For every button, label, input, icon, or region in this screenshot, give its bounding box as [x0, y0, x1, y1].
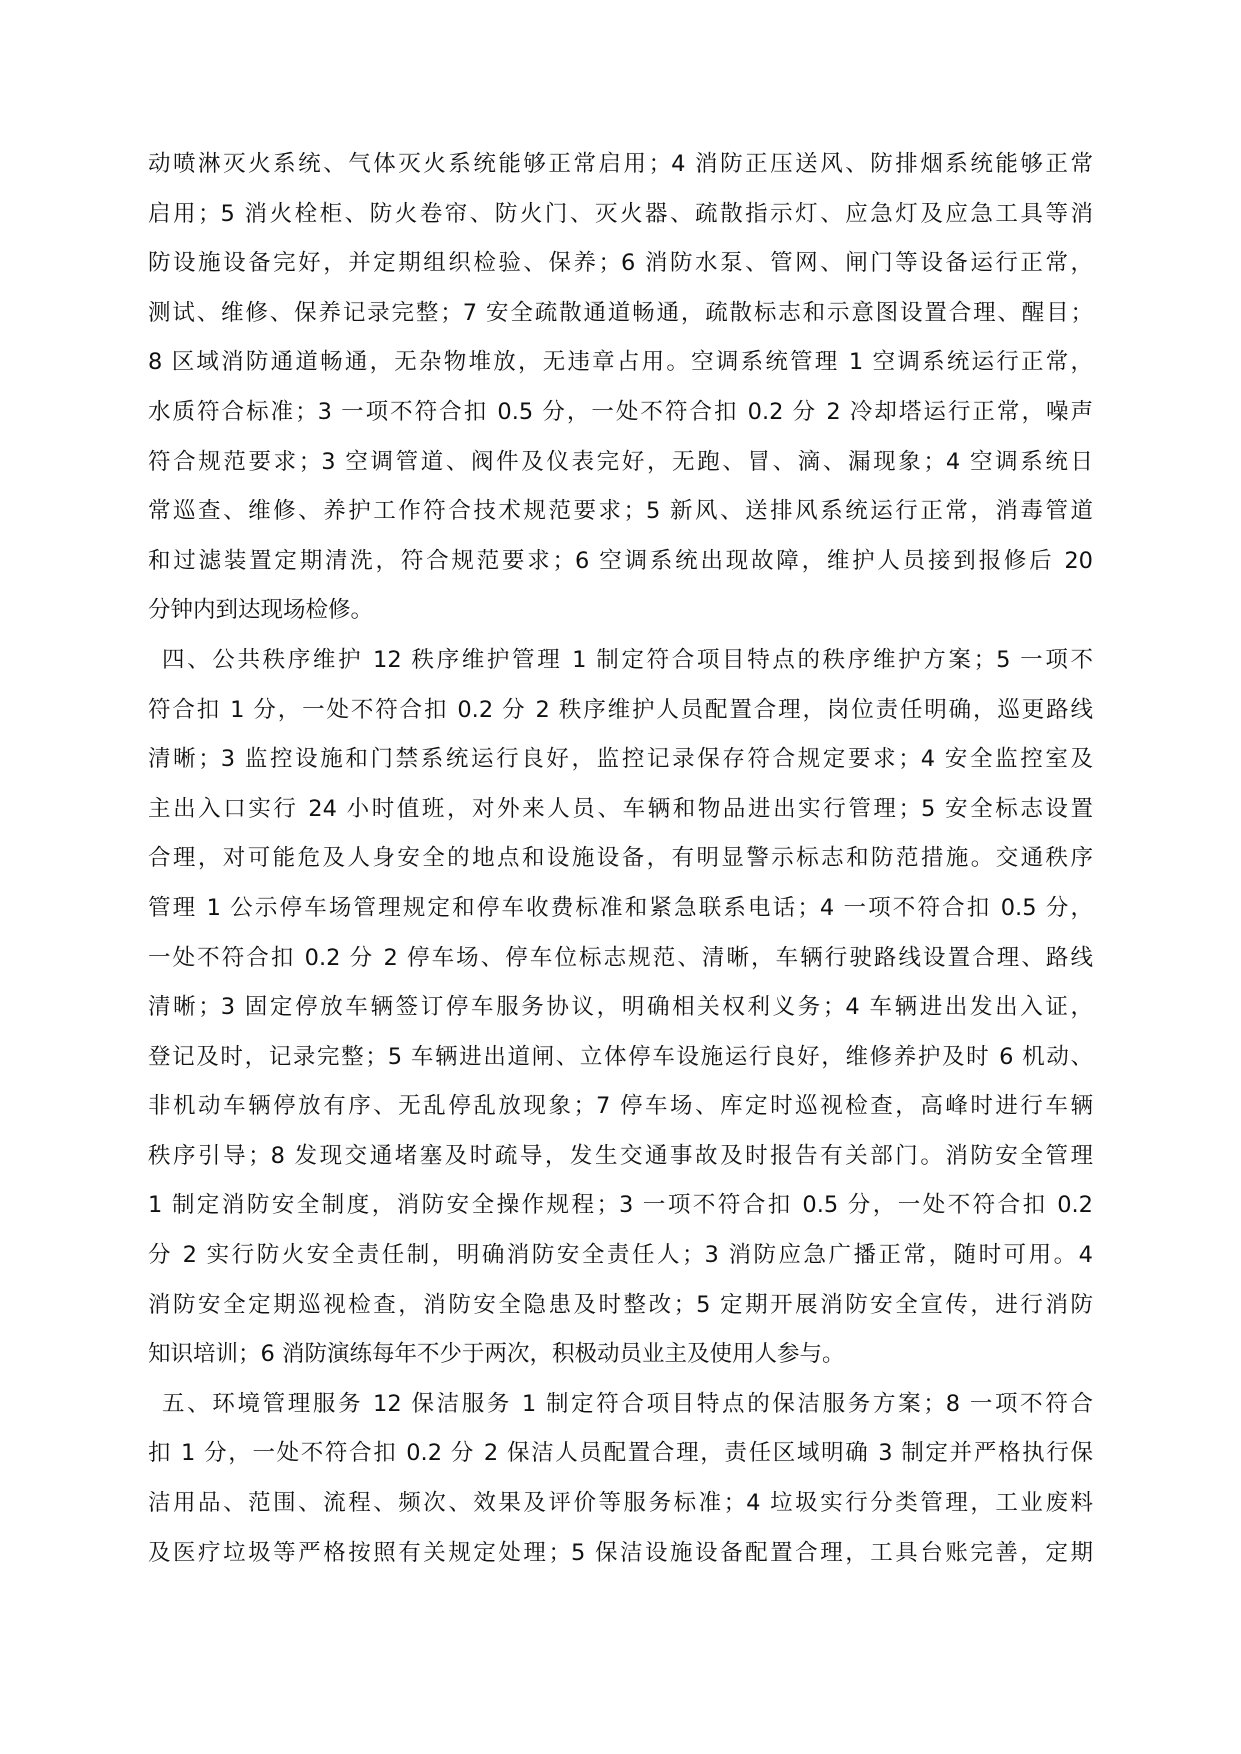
text-line: 和过滤装置定期清洗，符合规范要求；6 空调系统出现故障，维护人员接到报修后 20	[148, 547, 1093, 574]
text-line: 及医疗垃圾等严格按照有关规定处理；5 保洁设施设备配置合理，工具台账完善，定期	[148, 1539, 1093, 1566]
text-line: 主出入口实行 24 小时值班，对外来人员、车辆和物品进出实行管理；5 安全标志设置	[148, 795, 1093, 822]
text-line: 水质符合标准；3 一项不符合扣 0.5 分，一处不符合扣 0.2 分 2 冷却塔运行正常，噪声	[148, 398, 1093, 425]
text-line: 常巡查、维修、养护工作符合技术规范要求；5 新风、送排风系统运行正常，消毒管道	[148, 498, 1093, 525]
text-line: 一处不符合扣 0.2 分 2 停车场、停车位标志规范、清晰，车辆行驶路线设置合理、路线	[148, 944, 1093, 971]
text-line: 动喷淋灭火系统、气体灭火系统能够正常启用；4 消防正压送风、防排烟系统能够正常	[148, 151, 1093, 177]
text-line: 秩序引导；8 发现交通堵塞及时疏导，发生交通事故及时报告有关部门。消防安全管理	[148, 1142, 1093, 1169]
text-line: 非机动车辆停放有序、无乱停乱放现象；7 停车场、库定时巡视检查，高峰时进行车辆	[148, 1093, 1093, 1120]
text-line: 清晰；3 固定停放车辆签订停车服务协议，明确相关权利义务；4 车辆进出发出入证，	[148, 994, 1093, 1021]
document-body	[148, 140, 1093, 1578]
text-line: 分钟内到达现场检修。	[148, 597, 374, 624]
text-line: 洁用品、范围、流程、频次、效果及评价等服务标准；4 垃圾实行分类管理，工业废料	[148, 1490, 1093, 1517]
text-line: 启用；5 消火栓柜、防火卷帘、防火门、灭火器、疏散指示灯、应急灯及应急工具等消	[148, 200, 1093, 227]
text-line: 合理，对可能危及人身安全的地点和设施设备，有明显警示标志和防范措施。交通秩序	[148, 845, 1093, 872]
text-line: 测试、维修、保养记录完整；7 安全疏散通道畅通，疏散标志和示意图设置合理、醒目；	[148, 299, 1093, 326]
section-heading-line: 五、环境管理服务 12 保洁服务 1 制定符合项目特点的保洁服务方案；8 一项不符合	[162, 1390, 1093, 1417]
text-line: 8 区域消防通道畅通，无杂物堆放，无违章占用。空调系统管理 1 空调系统运行正常，	[148, 349, 1093, 376]
text-line: 符合扣 1 分，一处不符合扣 0.2 分 2 秩序维护人员配置合理，岗位责任明确，巡更路线	[148, 696, 1093, 723]
section-heading-line: 四、公共秩序维护 12 秩序维护管理 1 制定符合项目特点的秩序维护方案；5 一项不	[162, 646, 1093, 673]
text-line: 1 制定消防安全制度，消防安全操作规程；3 一项不符合扣 0.5 分，一处不符合扣 0.2	[148, 1192, 1093, 1219]
text-line: 知识培训；6 消防演练每年不少于两次，积极动员业主及使用人参与。	[148, 1341, 845, 1368]
text-line: 分 2 实行防火安全责任制，明确消防安全责任人；3 消防应急广播正常，随时可用。4	[148, 1242, 1093, 1269]
text-line: 扣 1 分，一处不符合扣 0.2 分 2 保洁人员配置合理，责任区域明确 3 制定并严格执行保	[148, 1440, 1093, 1467]
text-line: 消防安全定期巡视检查，消防安全隐患及时整改；5 定期开展消防安全宣传，进行消防	[148, 1291, 1093, 1318]
text-line: 登记及时，记录完整；5 车辆进出道闸、立体停车设施运行良好，维修养护及时 6 机动、	[148, 1043, 1093, 1070]
text-line: 防设施设备完好，并定期组织检验、保养；6 消防水泵、管网、闸门等设备运行正常，	[148, 250, 1093, 277]
text-line: 管理 1 公示停车场管理规定和停车收费标准和紧急联系电话；4 一项不符合扣 0.5 分，	[148, 894, 1093, 921]
text-line: 符合规范要求；3 空调管道、阀件及仪表完好，无跑、冒、滴、漏现象；4 空调系统日	[148, 448, 1093, 475]
text-line: 清晰；3 监控设施和门禁系统运行良好，监控记录保存符合规定要求；4 安全监控室及	[148, 746, 1093, 773]
